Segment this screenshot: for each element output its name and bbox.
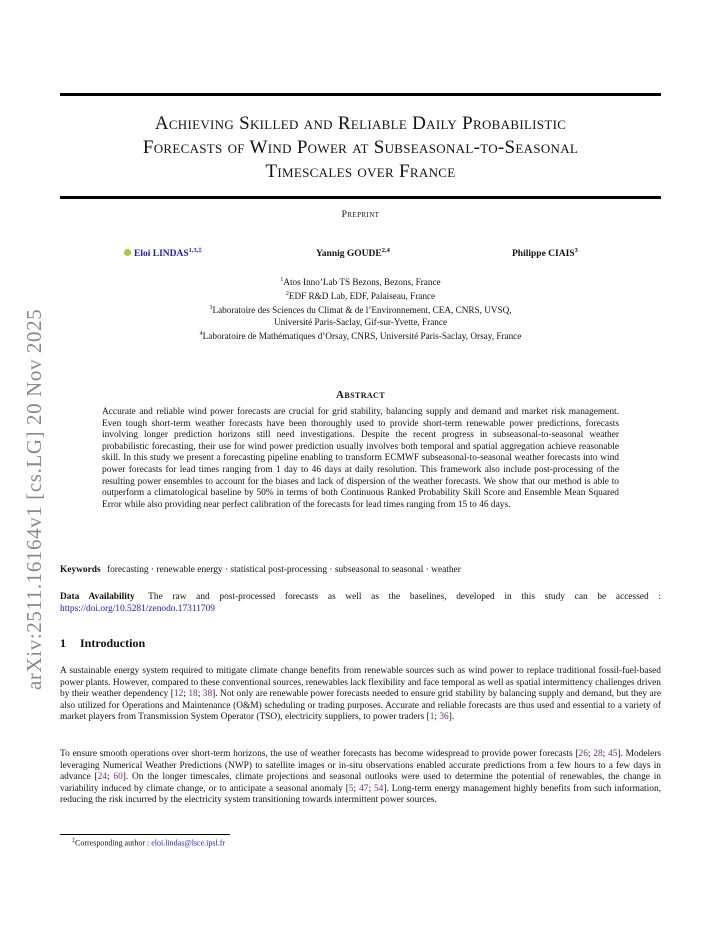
affil-sup: 1 bbox=[280, 277, 284, 283]
para-text: ]. Modelers leveraging Numerical Weather Predictions (NWP) to satellite images or in-situ observations enabled accurate predictions from a few hours to a few days in advance [ bbox=[60, 749, 662, 782]
zenodo-link[interactable]: https://doi.org/10.5281/zenodo.17311709 bbox=[60, 603, 215, 614]
data-availability-text: The raw and post-processed forecasts as well as the baselines, developed in this study can be accessed : bbox=[148, 592, 662, 602]
intro-paragraph-1: A sustainable energy system required to mitigate climate change benefits from renewable sources such as wind power to replace traditional fossil-fuel-based power plants. However, compared to these conventional sources, renewables lack flexibility and face temporal as well as spatial intermittency challenges driven by their weather dependency [12; 18; 38]. Not only are renewable power forecasts needed to ensure grid stability by balancing supply and demand, but they are also utilized for Operations and Maintenance (O&M) scheduling or trading purposes. Accurate and reliable forecasts are thus used and essential to a variety of market players from Transmission System Operator (TSO), electricity suppliers, to power traders [1; 36]. bbox=[60, 666, 662, 722]
title-line-2: Forecasts of Wind Power at Subseasonal-to-Seasonal bbox=[142, 137, 579, 158]
citation-link[interactable]: 26 bbox=[578, 749, 588, 759]
affiliation-2 bbox=[60, 288, 661, 302]
citation-link[interactable]: 1 bbox=[429, 712, 435, 722]
keywords-label: Keywords bbox=[60, 565, 101, 575]
citation-link[interactable]: 28 bbox=[593, 749, 603, 759]
author-lindas[interactable] bbox=[124, 247, 202, 259]
paper-title bbox=[60, 112, 661, 184]
affiliation-4 bbox=[60, 328, 661, 342]
footnote-rule bbox=[60, 834, 230, 835]
para-text: ]. Long-term energy management highly benefits from such information, reducing the risk incurred by the electricity system transitioning towards intermittent power sources. bbox=[60, 783, 661, 805]
citation-link[interactable]: 5 bbox=[348, 783, 354, 794]
abstract-heading: Abstract bbox=[336, 389, 385, 401]
affiliation-3 bbox=[60, 302, 661, 316]
keywords-text: forecasting · renewable energy · statistical post-processing · subseasonal to seasonal · weather bbox=[106, 565, 461, 575]
affil-text: Laboratoire de Mathématiques d’Orsay, CNRS, Université Paris-Saclay, Orsay, France bbox=[202, 331, 522, 342]
para-text: A sustainable energy system required to mitigate climate change benefits from renewable sources such as wind power to replace traditional fossil-fuel-based power plants. However, compared to these conventional sources, renewables lack flexibility and face temporal as well as spatial intermittency challenges driven by their weather dependency [ bbox=[60, 666, 661, 699]
affiliations bbox=[60, 274, 661, 342]
section-heading-introduction bbox=[60, 636, 145, 651]
citation-link[interactable]: 60 bbox=[113, 772, 123, 782]
affil-text: EDF R&D Lab, EDF, Palaiseau, France bbox=[288, 291, 436, 302]
citation-link[interactable]: 38 bbox=[202, 689, 213, 699]
footnote-text: Corresponding author : bbox=[75, 838, 150, 848]
data-availability bbox=[60, 592, 661, 615]
affil-text: Laboratoire des Sciences du Climat & de l’Environnement, CEA, CNRS, UVSQ, bbox=[212, 305, 512, 316]
footnote bbox=[72, 838, 225, 848]
author-affil-sup: 3 bbox=[574, 247, 578, 254]
citation-link[interactable]: 12 bbox=[173, 689, 184, 699]
citation-link[interactable]: 24 bbox=[97, 772, 107, 782]
affil-sup: 2 bbox=[285, 291, 289, 298]
title-top-rule bbox=[60, 93, 661, 96]
arxiv-stamp: arXiv:2511.16164v1 [cs.LG] 20 Nov 2025 bbox=[22, 308, 46, 690]
affiliation-3-cont bbox=[60, 316, 661, 328]
keywords bbox=[60, 565, 661, 575]
author-affil-sup: 2,4 bbox=[381, 247, 390, 254]
affil-text: Université Paris-Saclay, Gif-sur-Yvette, France bbox=[273, 317, 448, 328]
author-name: Yannig GOUDE bbox=[316, 249, 382, 260]
footnote-mark: ‡ bbox=[72, 838, 75, 844]
author-affil-sup: 1,3,‡ bbox=[188, 247, 202, 254]
para-text: ]. Not only are renewable power forecasts needed to ensure grid stability by balancing supply and demand, but they are also utilized for Operations and Maintenance (O&M) scheduling or trading purposes. Accurate and reliable forecasts are thus used and essential to a variety of market players from Transmission System Operator (TSO), electricity suppliers, to power traders [ bbox=[60, 689, 662, 722]
data-availability-label: Data Availability bbox=[60, 592, 135, 602]
affil-text: Atos Inno’Lab TS Bezons, Bezons, France bbox=[283, 277, 441, 288]
author-name: Philippe CIAIS bbox=[512, 249, 575, 260]
affil-sup: 4 bbox=[199, 331, 203, 338]
title-line-1: Achieving Skilled and Reliable Daily Probabilistic bbox=[154, 113, 567, 134]
citation-link[interactable]: 47 bbox=[359, 783, 369, 794]
author-ciais bbox=[512, 247, 578, 259]
title-bottom-rule bbox=[60, 196, 661, 199]
preprint-label: Preprint bbox=[341, 210, 380, 220]
para-text: ]. On the longer timescales, climate projections and seasonal outlooks were used to determine the potential of renewables, the change in variability induced by climate change, or to anticipate a seasonal anomaly [ bbox=[60, 772, 661, 794]
section-number: 1 bbox=[60, 636, 66, 650]
citation-link[interactable]: 45 bbox=[608, 749, 618, 759]
citation-link[interactable]: 36 bbox=[439, 712, 449, 722]
affil-sup: 3 bbox=[209, 305, 213, 312]
author-goude bbox=[316, 247, 390, 259]
intro-paragraph-2: To ensure smooth operations over short-term horizons, the use of weather forecasts has become widespread to provide power forecasts [26; 28; 45]. Modelers leveraging Numerical Weather Predictions (NWP) to satellite images or in-situ observations enabled accurate predictions from a few hours to a few days in advance [24; 60]. On the longer timescales, climate projections and seasonal outlooks were used to determine the potential of renewables, the change in variability induced by climate change, or to anticipate a seasonal anomaly [5; 47; 54]. Long-term energy management highly benefits from such information, reducing the risk incurred by the electricity system transitioning towards intermittent power sources. bbox=[60, 749, 662, 805]
para-text: To ensure smooth operations over short-term horizons, the use of weather forecasts has become widespread to provide power forecasts [ bbox=[60, 749, 579, 759]
abstract-text: Accurate and reliable wind power forecasts are crucial for grid stability, balancing supply and demand and market risk management. Even tough short-term weather forecasts have been thoroughly used to provide short-term renewable power predictions, forecasts involving longer prediction horizons still need investigations. Despite the recent progress in subseasonal-to-seasonal weather probabilistic forecasting, their use for wind power prediction usually involves both temporal and spatial aggregation achieve reasonable skill. In this study we present a forecasting pipeline enabling to transform ECMWF subseasonal-to-seasonal weather forecasts into wind power forecasts for lead times ranging from 1 day to 46 days at daily resolution. This framework also include post-processing of the resulting power ensembles to account for the biases and lack of dispersion of the weather forecasts. We show that our method is able to outperform a climatological baseline by 50% in terms of both Continuous Ranked Probability Skill Score and Ensemble Mean Squared Error while also providing near perfect calibration of the forecasts for lead times ranging from 15 to 46 days. bbox=[102, 407, 619, 510]
orcid-icon[interactable] bbox=[124, 249, 131, 256]
citation-link[interactable]: 54 bbox=[373, 783, 384, 794]
title-line-3: Timescales over France bbox=[265, 161, 456, 182]
section-title: Introduction bbox=[80, 636, 146, 650]
affiliation-1 bbox=[60, 274, 661, 288]
author-name: Eloi LINDAS bbox=[134, 249, 189, 260]
para-text: ]. bbox=[448, 712, 455, 722]
citation-link[interactable]: 18 bbox=[188, 689, 198, 699]
email-link[interactable]: eloi.lindas@lsce.ipsl.fr bbox=[151, 838, 226, 848]
